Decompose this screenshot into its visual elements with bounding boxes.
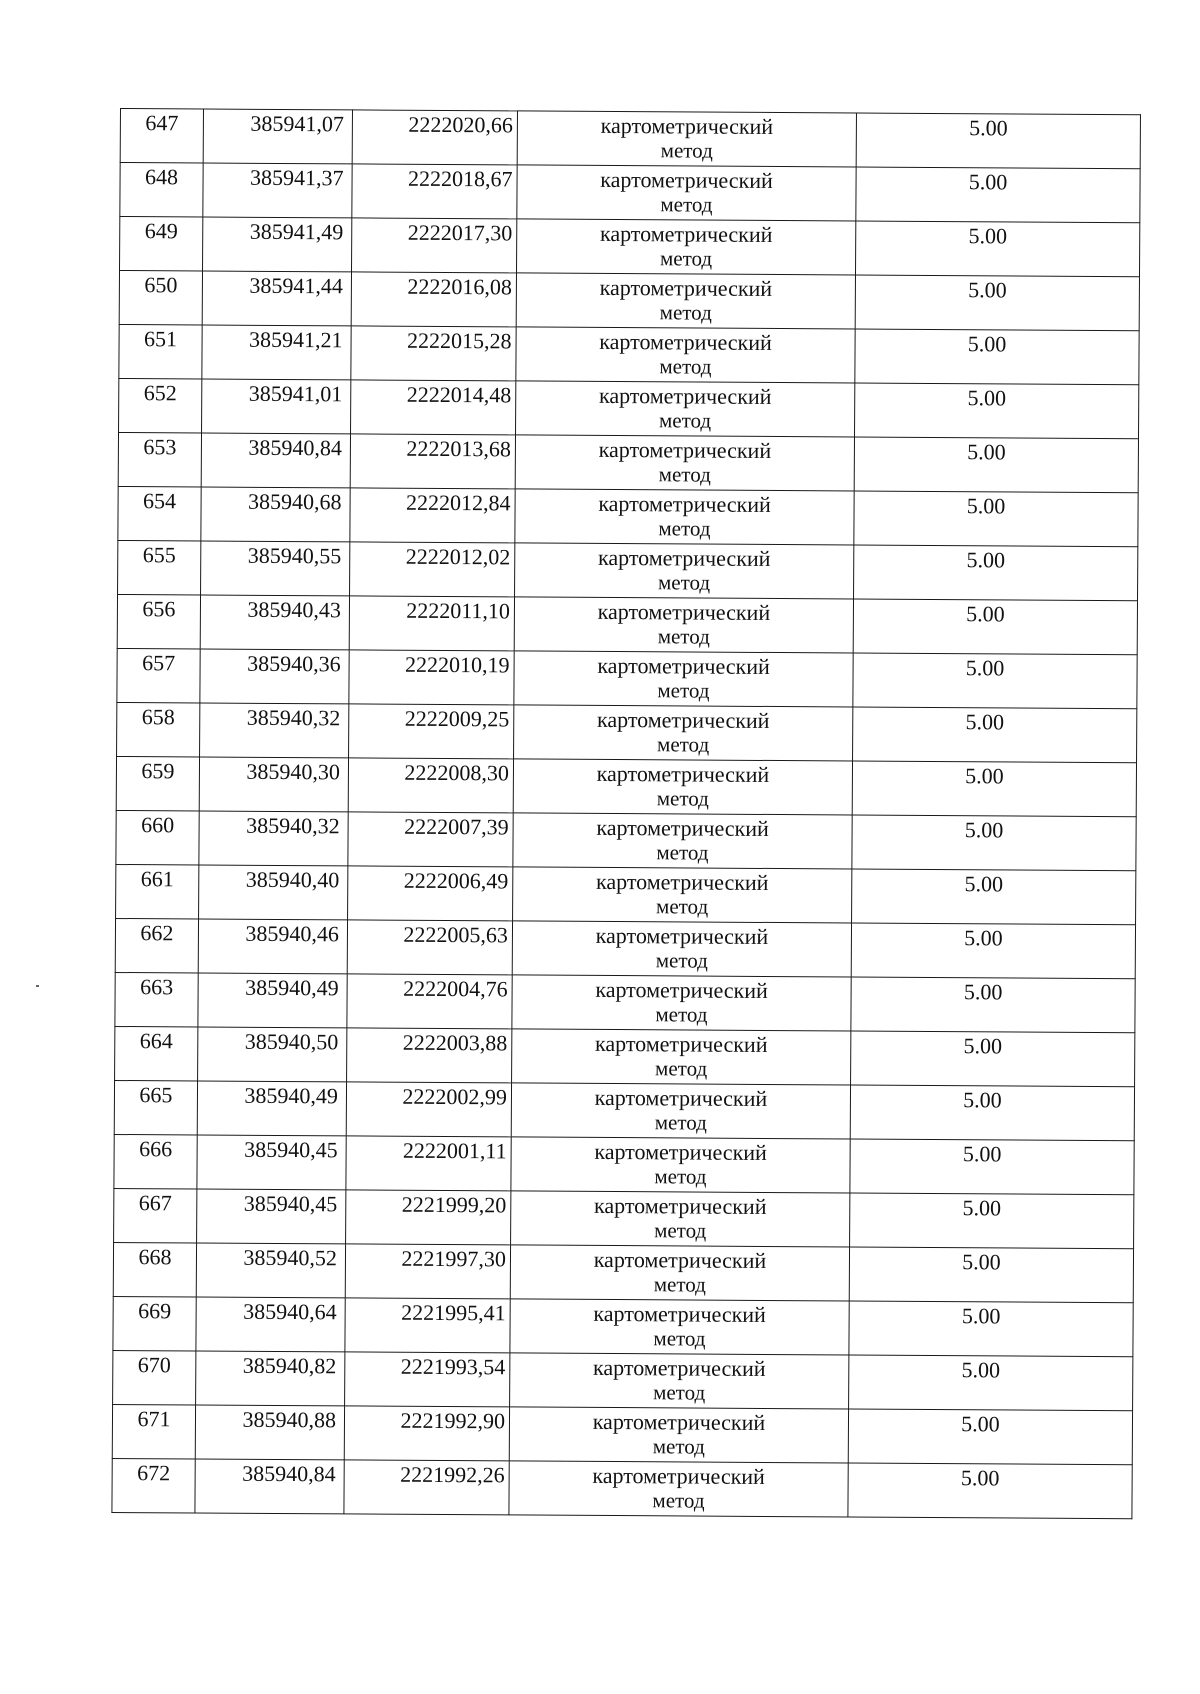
method-line-2: метод (654, 1164, 707, 1189)
point-number-cell: 668 (113, 1242, 196, 1297)
point-number-cell: 658 (117, 702, 200, 757)
method-line-1: картометрический (598, 382, 772, 409)
y-coordinate-cell: 2222012,02 (350, 542, 515, 597)
accuracy-cell: 5.00 (851, 977, 1135, 1033)
y-coordinate-cell: 2222004,76 (347, 974, 512, 1029)
x-coordinate-cell: 385941,37 (203, 163, 352, 218)
accuracy-cell: 5.00 (850, 1085, 1134, 1141)
method-line-2: метод (655, 948, 708, 973)
method-line-2: метод (658, 408, 712, 433)
method-line-1: картометрический (596, 706, 770, 733)
accuracy-cell: 5.00 (854, 437, 1138, 493)
point-number-cell: 672 (112, 1458, 195, 1513)
method-line-1: картометрический (594, 1084, 768, 1111)
method-line-1: картометрический (593, 1354, 766, 1381)
x-coordinate-cell: 385941,44 (202, 271, 351, 326)
method-line-1: картометрический (595, 976, 768, 1003)
method-line-2: метод (655, 1002, 708, 1027)
method-cell (513, 759, 852, 815)
accuracy-cell: 5.00 (849, 1355, 1133, 1411)
method-line-1: картометрический (597, 544, 771, 571)
table-row (117, 648, 1137, 708)
accuracy-cell: 5.00 (850, 1193, 1134, 1249)
table-row (115, 1026, 1135, 1086)
method-line-2: метод (658, 462, 711, 487)
point-number-cell: 647 (120, 109, 203, 164)
accuracy-cell: 5.00 (855, 329, 1139, 385)
coordinates-table (111, 108, 1141, 1519)
method-line-1: картометрический (596, 814, 769, 841)
table-row (116, 864, 1136, 924)
y-coordinate-cell: 2222018,67 (352, 164, 517, 219)
x-coordinate-cell: 385940,68 (201, 487, 350, 542)
point-number-cell: 664 (115, 1026, 198, 1081)
method-line-1: картометрический (599, 274, 773, 301)
x-coordinate-cell: 385940,43 (200, 595, 349, 650)
point-number-cell: 663 (115, 972, 198, 1027)
accuracy-cell: 5.00 (853, 707, 1137, 763)
method-cell (515, 543, 854, 599)
method-line-2: метод (658, 516, 711, 541)
method-cell (514, 597, 853, 653)
accuracy-cell: 5.00 (853, 653, 1137, 709)
table-row (117, 594, 1137, 654)
table-row (114, 1080, 1134, 1140)
method-line-1: картометрический (593, 1192, 767, 1219)
coordinates-table-body (112, 109, 1141, 1519)
y-coordinate-cell: 2222003,88 (347, 1028, 512, 1083)
method-line-1: картометрический (596, 760, 770, 787)
x-coordinate-cell: 385941,01 (202, 379, 351, 434)
accuracy-cell: 5.00 (852, 869, 1136, 925)
method-line-1: картометрический (597, 652, 770, 679)
method-cell (510, 1245, 849, 1301)
method-line-2: метод (657, 678, 710, 703)
x-coordinate-cell: 385940,32 (199, 811, 348, 866)
y-coordinate-cell: 2221993,54 (345, 1352, 510, 1407)
x-coordinate-cell: 385940,82 (196, 1351, 345, 1406)
method-line-2: метод (656, 840, 709, 865)
x-coordinate-cell: 385941,21 (202, 325, 351, 380)
method-line-1: картометрический (593, 1300, 766, 1327)
table-row (118, 432, 1138, 492)
y-coordinate-cell: 2222014,48 (351, 380, 516, 435)
x-coordinate-cell: 385941,49 (203, 217, 352, 272)
table-row (118, 540, 1138, 600)
point-number-cell: 651 (119, 324, 202, 379)
accuracy-cell: 5.00 (850, 1139, 1134, 1195)
method-cell (512, 1029, 851, 1085)
method-line-2: метод (652, 1434, 705, 1459)
accuracy-cell: 5.00 (855, 221, 1139, 277)
y-coordinate-cell: 2222013,68 (350, 434, 515, 489)
x-coordinate-cell: 385940,52 (196, 1243, 345, 1298)
y-coordinate-cell: 2222009,25 (349, 704, 514, 759)
point-number-cell: 666 (114, 1134, 197, 1189)
method-line-1: картометрический (592, 1408, 766, 1435)
method-line-2: метод (657, 624, 710, 649)
accuracy-cell: 5.00 (849, 1301, 1133, 1357)
table-row (120, 217, 1140, 277)
y-coordinate-cell: 2222015,28 (351, 326, 516, 381)
x-coordinate-cell: 385940,88 (195, 1405, 344, 1460)
accuracy-cell: 5.00 (851, 923, 1135, 979)
point-number-cell: 656 (117, 594, 200, 649)
point-number-cell: 649 (120, 217, 203, 272)
point-number-cell: 653 (118, 432, 201, 487)
method-cell (511, 1083, 850, 1139)
x-coordinate-cell: 385940,46 (198, 919, 347, 974)
table-row (114, 1188, 1134, 1248)
method-line-1: картометрический (598, 490, 771, 517)
point-number-cell: 648 (120, 163, 203, 218)
y-coordinate-cell: 2222005,63 (347, 920, 512, 975)
x-coordinate-cell: 385941,07 (203, 109, 352, 164)
method-line-1: картометрический (597, 598, 771, 625)
table-row (119, 271, 1139, 331)
table-row (114, 1134, 1134, 1194)
method-cell (514, 705, 853, 761)
accuracy-cell: 5.00 (853, 599, 1137, 655)
table-row (115, 918, 1135, 978)
method-line-2: метод (657, 570, 711, 595)
point-number-cell: 665 (114, 1080, 197, 1135)
method-cell (513, 867, 852, 923)
method-cell (517, 111, 856, 167)
table-row (112, 1404, 1132, 1464)
method-line-2: метод (654, 1110, 707, 1135)
accuracy-cell: 5.00 (856, 113, 1140, 169)
method-line-1: картометрический (600, 112, 774, 139)
y-coordinate-cell: 2222020,66 (352, 110, 517, 165)
x-coordinate-cell: 385940,36 (200, 649, 349, 704)
method-cell (515, 489, 854, 545)
point-number-cell: 670 (113, 1350, 196, 1405)
table-row (116, 756, 1136, 816)
method-line-1: картометрический (599, 220, 773, 247)
point-number-cell: 657 (117, 648, 200, 703)
method-line-1: картометрический (599, 328, 772, 355)
point-number-cell: 659 (116, 756, 199, 811)
method-line-2: метод (659, 246, 713, 271)
method-line-2: метод (655, 1056, 708, 1081)
y-coordinate-cell: 2222008,30 (348, 758, 513, 813)
point-number-cell: 661 (116, 864, 199, 919)
method-line-2: метод (659, 300, 712, 325)
accuracy-cell: 5.00 (852, 815, 1136, 871)
method-line-1: картометрический (595, 922, 769, 949)
method-line-2: метод (653, 1326, 706, 1351)
method-line-2: метод (652, 1488, 705, 1513)
y-coordinate-cell: 2222007,39 (348, 812, 513, 867)
method-line-1: картометрический (595, 868, 769, 895)
x-coordinate-cell: 385940,30 (199, 757, 348, 812)
table-row (113, 1296, 1133, 1356)
table-row (119, 324, 1139, 384)
method-cell (514, 651, 853, 707)
x-coordinate-cell: 385940,45 (197, 1135, 346, 1190)
point-number-cell: 655 (118, 540, 201, 595)
table-row (115, 972, 1135, 1032)
method-cell (511, 1137, 850, 1193)
x-coordinate-cell: 385940,40 (199, 865, 348, 920)
method-line-2: метод (659, 354, 712, 379)
point-number-cell: 671 (112, 1404, 195, 1459)
y-coordinate-cell: 2221992,26 (344, 1460, 509, 1515)
method-cell (513, 813, 852, 869)
method-line-1: картометрический (594, 1030, 768, 1057)
x-coordinate-cell: 385940,49 (198, 973, 347, 1028)
method-line-2: метод (656, 786, 709, 811)
method-cell (511, 1191, 850, 1247)
point-number-cell: 654 (118, 486, 201, 541)
table-row (117, 702, 1137, 762)
method-line-2: метод (657, 732, 710, 757)
point-number-cell: 652 (119, 378, 202, 433)
scan-speck (36, 985, 39, 987)
method-line-1: картометрический (592, 1462, 765, 1489)
method-line-2: метод (653, 1380, 706, 1405)
method-cell (510, 1353, 849, 1409)
method-line-2: метод (660, 138, 713, 163)
y-coordinate-cell: 2222012,84 (350, 488, 515, 543)
table-row (120, 163, 1140, 223)
x-coordinate-cell: 385940,84 (195, 1459, 344, 1514)
y-coordinate-cell: 2222010,19 (349, 650, 514, 705)
table-row (118, 486, 1138, 546)
table-row (113, 1350, 1133, 1410)
method-cell (517, 165, 856, 221)
method-cell (516, 327, 855, 383)
point-number-cell: 650 (119, 271, 202, 326)
table-row (120, 109, 1140, 169)
accuracy-cell: 5.00 (854, 491, 1138, 547)
accuracy-cell: 5.00 (851, 1031, 1135, 1087)
point-number-cell: 662 (115, 918, 198, 973)
y-coordinate-cell: 2221999,20 (346, 1190, 511, 1245)
method-cell (509, 1461, 848, 1517)
point-number-cell: 660 (116, 810, 199, 865)
method-line-2: метод (654, 1218, 707, 1243)
method-cell (512, 975, 851, 1031)
method-line-2: метод (660, 192, 713, 217)
y-coordinate-cell: 2222002,99 (346, 1082, 511, 1137)
y-coordinate-cell: 2222017,30 (352, 218, 517, 273)
x-coordinate-cell: 385940,49 (197, 1081, 346, 1136)
method-cell (515, 435, 854, 491)
method-cell (509, 1407, 848, 1463)
method-line-2: метод (653, 1272, 706, 1297)
method-cell (516, 273, 855, 329)
x-coordinate-cell: 385940,84 (201, 433, 350, 488)
x-coordinate-cell: 385940,64 (196, 1297, 345, 1352)
method-cell (516, 219, 855, 275)
y-coordinate-cell: 2221995,41 (345, 1298, 510, 1353)
point-number-cell: 669 (113, 1296, 196, 1351)
accuracy-cell: 5.00 (849, 1247, 1133, 1303)
method-cell (516, 381, 855, 437)
x-coordinate-cell: 385940,55 (201, 541, 350, 596)
method-line-1: картометрический (593, 1246, 767, 1273)
table-row (113, 1242, 1133, 1302)
x-coordinate-cell: 385940,50 (198, 1027, 347, 1082)
point-number-cell: 667 (114, 1188, 197, 1243)
y-coordinate-cell: 2222011,10 (349, 596, 514, 651)
y-coordinate-cell: 2222016,08 (351, 272, 516, 327)
method-line-1: картометрический (600, 166, 773, 193)
y-coordinate-cell: 2222001,11 (346, 1136, 511, 1191)
x-coordinate-cell: 385940,32 (200, 703, 349, 758)
y-coordinate-cell: 2221997,30 (345, 1244, 510, 1299)
accuracy-cell: 5.00 (854, 545, 1138, 601)
accuracy-cell: 5.00 (855, 275, 1139, 331)
accuracy-cell: 5.00 (856, 167, 1140, 223)
method-cell (510, 1299, 849, 1355)
method-line-1: картометрический (594, 1138, 767, 1165)
table-row (119, 378, 1139, 438)
y-coordinate-cell: 2221992,90 (344, 1406, 509, 1461)
method-line-2: метод (656, 894, 709, 919)
x-coordinate-cell: 385940,45 (197, 1189, 346, 1244)
accuracy-cell: 5.00 (848, 1463, 1132, 1519)
table-row (112, 1458, 1132, 1518)
method-cell (512, 921, 851, 977)
y-coordinate-cell: 2222006,49 (348, 866, 513, 921)
accuracy-cell: 5.00 (848, 1409, 1132, 1465)
accuracy-cell: 5.00 (852, 761, 1136, 817)
accuracy-cell: 5.00 (855, 383, 1139, 439)
method-line-1: картометрический (598, 436, 772, 463)
table-row (116, 810, 1136, 870)
